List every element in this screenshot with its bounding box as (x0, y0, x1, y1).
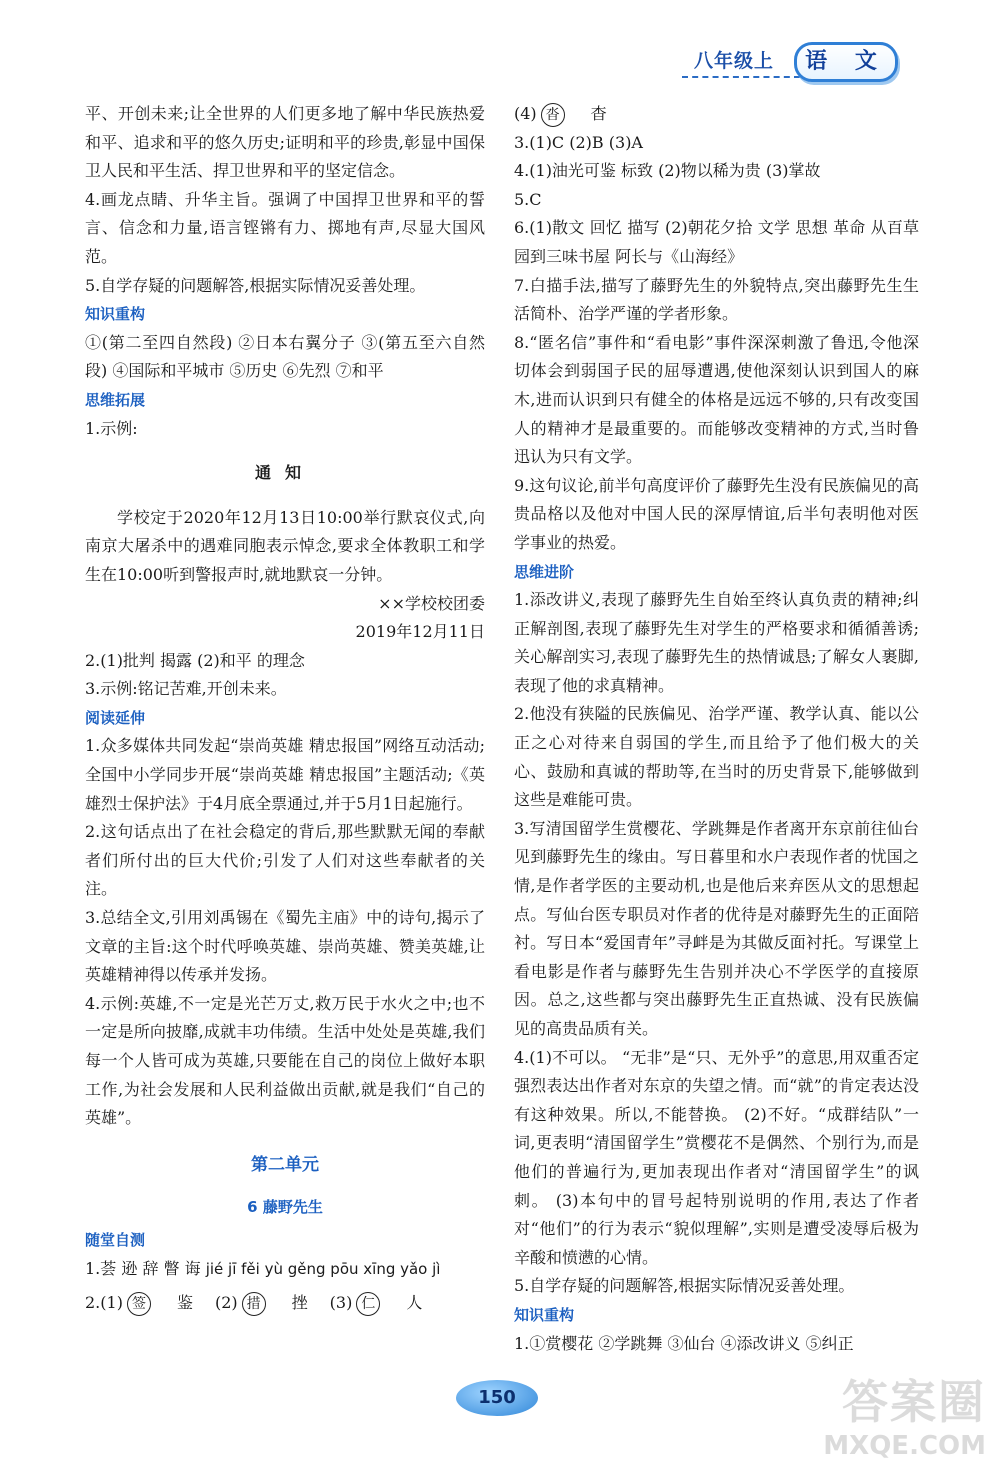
q2-word: 人 (406, 1293, 423, 1313)
notice-title: 通知 (254, 463, 315, 483)
q2-word: 挫 (291, 1293, 308, 1313)
notice-body: 学校定于2020年12月13日10:00举行默哀仪式,向南京大屠杀中的遇难同胞表示悼念,要求全体教职工和学生在10:00听到警报声时,就地默哀一分钟。 (85, 507, 485, 584)
section-heading: 思维拓展 (85, 390, 146, 409)
answer-text: 3.写清国留学生赏樱花、学跳舞是作者离开东京前往仙台见到藤野先生的缘由。写日暮里和水户表现作者的忧国之情,是作者学医的主要动机,也是他后来弃医从文的思想起点。写仙台医专职员对作者的优待是对藤野先生的正面陪衬。写日本“爱国青年”寻衅是为其做反面衬托。写课堂上看电影是作者与藤野先生告别并决心不学医学的直接原因。总之,这些都与突出藤野先生正直热诚、没有民族偏见的高贵品质有关。 (514, 818, 919, 1038)
circled-char: 签 (127, 1292, 151, 1316)
answer-text: 4.画龙点睛、升华主旨。强调了中国捍卫世界和平的誓言、信念和力量,语言铿锵有力、掷地有声,尽显大国风范。 (85, 189, 485, 266)
answer-text: 8.“匿名信”事件和“看电影”事件深深刺激了鲁迅,令他深切体会到弱国子民的屈辱遭遇,使他深刻认识到国人的麻木,进而认识到只有健全的体格是远远不够的,只有改变国人的精神才是最重要的。而能够改变精神的方式,当时鲁迅认为只有文学。 (514, 332, 919, 467)
section-heading: 阅读延伸 (85, 708, 146, 727)
page-number: 150 (456, 1380, 538, 1416)
answer-text: 1.①赏樱花 ②学跳舞 ③仙台 ④添改讲义 ⑤纠正 (514, 1333, 854, 1353)
answer-text: 4.(1)不可以。 “无非”是“只、无外乎”的意思,用双重否定强烈表达出作者对东京的失望之情。而“就”的肯定表达没有这种效果。所以,不能替换。 (2)不好。“成群结队”一词,更表明“清国留学生”赏樱花不是偶然、个别行为,而是他们的普遍行为,更加表现出作者对“清国留学生”的讽刺。 (3)本句中的冒号起特别说明的作用,表达了作者对“他们”的行为表示“貌似理解”,实则是遭受凌辱后极为辛酸和愤懑的心情。 (514, 1047, 919, 1267)
answer-text: 5.自学存疑的问题解答,根据实际情况妥善处理。 (514, 1276, 855, 1296)
q1-chars: 1.荟 逊 辞 瞥 诲 (85, 1258, 201, 1278)
answer-text: 1.众多媒体共同发起“崇尚英雄 精忠报国”网络互动活动;全国中小学同步开展“崇尚英雄 精忠报国”主题活动;《英雄烈士保护法》于4月底全票通过,并于5月1日起施行。 (85, 736, 485, 813)
answer-text: 2.他没有狭隘的民族偏见、治学严谨、教学认真、能以公正之心对待来自弱国的学生,而且给予了他们极大的关心、鼓励和真诚的帮助等,在当时的历史背景下,能够做到这些是难能可贵。 (514, 704, 919, 810)
q2-mid: (3) (329, 1293, 353, 1313)
section-heading: 思维进阶 (514, 562, 575, 581)
answer-text: 3.示例:铭记苦难,开创未来。 (85, 679, 287, 699)
answer-text: 1.示例: (85, 418, 138, 438)
answer-text: 5.C (514, 189, 542, 209)
grade-label: 八年级上 (694, 50, 775, 72)
q2-4-prefix: (4) (514, 104, 537, 123)
answer-text: 3.总结全文,引用刘禹锡在《蜀先主庙》中的诗句,揭示了文章的主旨:这个时代呼唤英雄、崇尚英雄、赞美英雄,让英雄精神得以传承并发扬。 (85, 908, 485, 985)
subject-badge: 语 文 (794, 42, 898, 82)
unit-title: 第二单元 (251, 1154, 319, 1175)
section-heading: 知识重构 (514, 1305, 575, 1324)
answer-text: 3.(1)C (2)B (3)A (514, 132, 643, 152)
q2-word: 鉴 (176, 1293, 193, 1313)
q2-4-word: 杳 (590, 104, 607, 123)
answer-text (85, 1255, 485, 1284)
answer-text (85, 1289, 485, 1318)
section-heading: 知识重构 (85, 305, 146, 324)
left-column (85, 100, 485, 1318)
answer-text: 4.(1)油光可鉴 标致 (2)物以稀为贵 (3)掌故 (514, 161, 821, 181)
answer-text (514, 100, 919, 129)
answer-text: 9.这句议论,前半句高度评价了藤野先生没有民族偏见的高贵品格以及他对中国人民的深厚情谊,后半句表明他对医学事业的热爱。 (514, 475, 919, 552)
watermark-brand: 答案圈 (842, 1375, 986, 1429)
q2-prefix: 2.(1) (85, 1293, 123, 1313)
circled-char: 措 (242, 1292, 266, 1316)
watermark (816, 1366, 986, 1461)
page-header (682, 40, 912, 80)
watermark-url: MXQE.COM (823, 1431, 986, 1461)
answer-text: 平、开创未来;让全世界的人们更多地了解中华民族热爱和平、追求和平的悠久历史;证明和平的珍贵,彰显中国保卫人民和平生活、捍卫世界和平的坚定信念。 (85, 104, 485, 181)
answer-text: 2.(1)批判 揭露 (2)和平 的理念 (85, 650, 305, 670)
answer-text: 6.(1)散文 回忆 描写 (2)朝花夕拾 文学 思想 革命 从百草园到三味书屋 阿长与《山海经》 (514, 218, 919, 266)
answer-text: ①(第二至四自然段) ②日本右翼分子 ③(第五至六自然段) ④国际和平城市 ⑤历史 ⑥先烈 ⑦和平 (85, 332, 485, 381)
header-divider (682, 76, 800, 78)
section-heading: 随堂自测 (85, 1230, 146, 1249)
notice-signer: ××学校校团委 (378, 593, 485, 613)
answer-text: 5.自学存疑的问题解答,根据实际情况妥善处理。 (85, 275, 426, 295)
q1-pinyin: jié jī fěi yù gěng pōu xīng yǎo jì (205, 1259, 441, 1278)
answer-text: 4.示例:英雄,不一定是光芒万丈,救万民于水火之中;也不一定是所向披靡,成就丰功伟绩。生活中处处是英雄,我们每一个人皆可成为英雄,只要能在自己的岗位上做好本职工作,为社会发展和人民利益做出贡献,就是我们“自己的英雄”。 (85, 993, 485, 1128)
q2-mid: (2) (214, 1293, 238, 1313)
circled-char: 仁 (356, 1292, 380, 1316)
notice-date: 2019年12月11日 (355, 622, 485, 642)
answer-text: 7.白描手法,描写了藤野先生的外貌特点,突出藤野先生生活简朴、治学严谨的学者形象。 (514, 275, 919, 324)
answer-text: 1.添改讲义,表现了藤野先生自始至终认真负责的精神;纠正解剖图,表现了藤野先生对学生的严格要求和循循善诱;关心解剖实习,表现了藤野先生的热情诚恳;了解女人裹脚,表现了他的求真精神。 (514, 590, 919, 695)
answer-text: 2.这句话点出了在社会稳定的背后,那些默默无闻的奉献者们所付出的巨大代价;引发了人们对这些奉献者的关注。 (85, 822, 485, 899)
right-column (514, 100, 919, 1358)
lesson-title: 6 藤野先生 (247, 1198, 323, 1217)
circled-char: 沓 (541, 103, 565, 127)
